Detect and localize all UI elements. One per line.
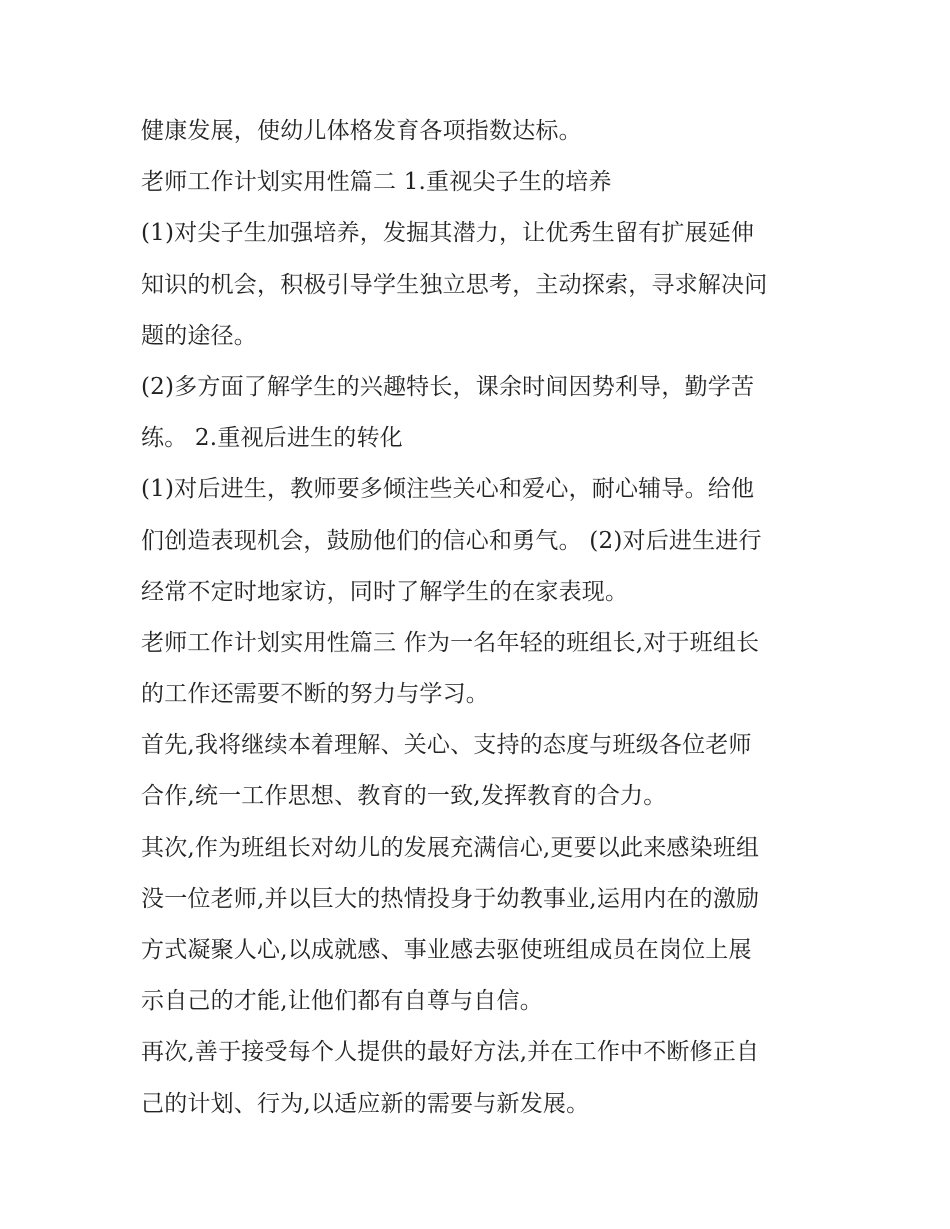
text-line: 示自己的才能,让他们都有自尊与自信。: [141, 988, 543, 1015]
text-line: 合作,统一工作思想、教育的一致,发挥教育的合力。: [141, 783, 667, 810]
text-line: 再次,善于接受每个人提供的最好方法,并在工作中不断修正自: [141, 1039, 760, 1066]
text-line: 的工作还需要不断的努力与学习。: [141, 681, 489, 708]
text-line: 其次,作为班组长对幼儿的发展充满信心,更要以此来感染班组: [141, 834, 760, 861]
text-line: 知识的机会，积极引导学生独立思考，主动探索，寻求解决问: [141, 271, 768, 298]
text-line: 己的计划、行为,以适应新的需要与新发展。: [141, 1090, 590, 1117]
text-line: 老师工作计划实用性篇二 1.重视尖子生的培养: [141, 169, 612, 196]
text-line: 方式凝聚人心,以成就感、事业感去驱使班组成员在岗位上展: [141, 937, 752, 963]
text-line: 健康发展，使幼儿体格发育各项指数达标。: [141, 118, 582, 144]
text-line: 们创造表现机会，鼓励他们的信心和勇气。 (2)对后进生进行: [141, 527, 762, 554]
text-line: 经常不定时地家访，同时了解学生的在家表现。: [141, 578, 629, 605]
text-line: (2)多方面了解学生的兴趣特长，课余时间因势利导，勤学苦: [141, 373, 755, 400]
text-line: 老师工作计划实用性篇三 作为一名年轻的班组长,对于班组长: [141, 629, 760, 656]
text-line: 题的途径。: [141, 322, 257, 349]
text-line: (1)对尖子生加强培养，发掘其潜力，让优秀生留有扩展延伸: [141, 220, 755, 247]
text-line: (1)对后进生，教师要多倾注些关心和爱心，耐心辅导。给他: [141, 476, 755, 503]
text-line: 首先,我将继续本着理解、关心、支持的态度与班级各位老师: [141, 732, 752, 759]
text-line: 没一位老师,并以巨大的热情投身于幼教事业,运用内在的激励: [141, 885, 760, 912]
document-body: [141, 106, 831, 1130]
text-line: 练。 2.重视后进生的转化: [141, 425, 403, 452]
